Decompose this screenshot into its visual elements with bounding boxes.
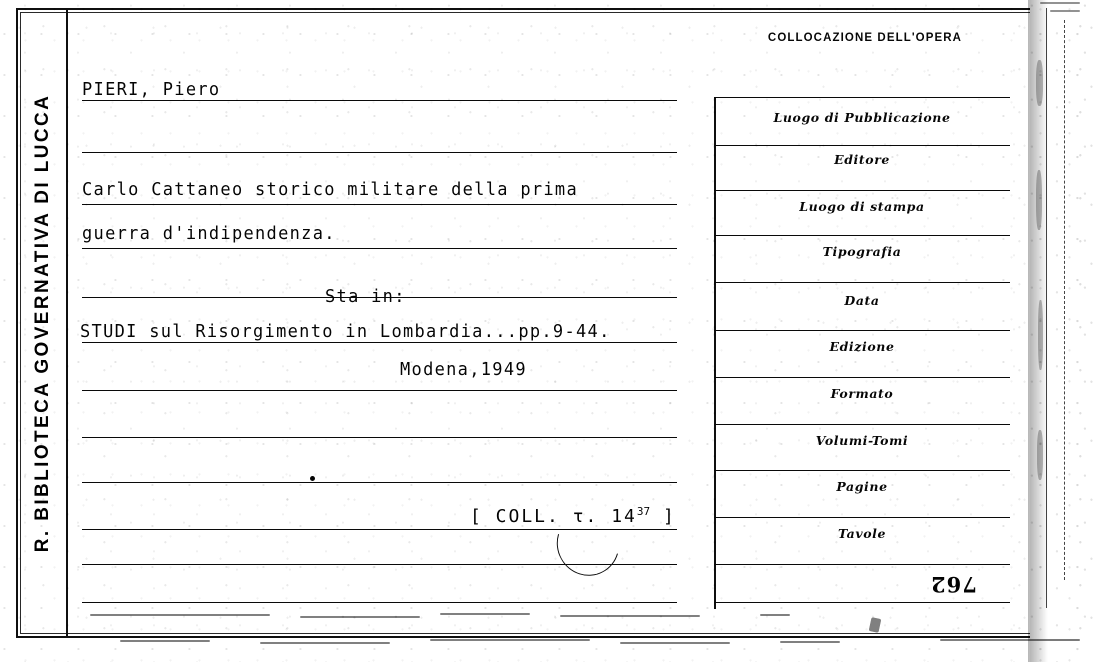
rule-line — [714, 424, 1010, 425]
call-number-prefix: [ COLL. — [470, 506, 560, 527]
entry-imprint: Modena,1949 — [400, 359, 527, 381]
field-label-luogo-stampa: Luogo di stampa — [799, 199, 925, 214]
rule-line — [714, 145, 1010, 146]
field-label-pagine: Pagine — [836, 479, 888, 494]
rule-line — [82, 602, 677, 603]
curl-line — [1064, 20, 1065, 580]
entry-source: STUDI sul Risorgimento in Lombardia...pp.9-44. — [80, 321, 611, 343]
rule-line — [714, 517, 1010, 518]
entry-area — [70, 12, 690, 634]
rule-line — [82, 390, 677, 391]
rule-line — [82, 437, 677, 438]
collocation-heading: COLLOCAZIONE DELL'OPERA — [767, 32, 963, 44]
rule-line — [82, 204, 677, 205]
shelf-mark-stamp: 762 — [930, 572, 977, 597]
rule-line — [714, 330, 1010, 331]
photo-edge-shadow — [1028, 0, 1048, 662]
field-label-luogo-pubblicazione: Luogo di Pubblicazione — [773, 110, 951, 125]
rule-line — [82, 152, 677, 153]
call-number-superscript: 37 — [636, 505, 651, 518]
field-label-data: Data — [844, 293, 880, 308]
call-number-suffix: ] — [662, 506, 676, 527]
library-spine — [18, 10, 68, 636]
entry-in-label: Sta in: — [325, 286, 406, 308]
rule-line — [714, 97, 1010, 98]
field-label-edizione: Edizione — [829, 339, 895, 354]
field-label-editore: Editore — [834, 152, 890, 167]
library-name: R. BIBLIOTECA GOVERNATIVA DI LUCCA — [32, 93, 53, 553]
field-label-tavole: Tavole — [837, 526, 887, 541]
rule-line — [82, 482, 677, 483]
rule-line — [714, 470, 1010, 471]
entry-author: PIERI, Piero — [82, 79, 221, 101]
entry-title-1: Carlo Cattaneo storico militare della prima — [82, 179, 578, 201]
field-label-tipografia: Tipografia — [822, 244, 902, 259]
ink-dot — [310, 476, 315, 481]
call-number-mid: τ. 14 — [572, 506, 637, 527]
rule-line — [82, 248, 677, 249]
rule-line — [714, 564, 1010, 565]
rule-line — [714, 282, 1010, 283]
rule-line — [714, 602, 1010, 603]
field-label-formato: Formato — [830, 386, 894, 401]
rule-line — [714, 235, 1010, 236]
collocation-panel — [700, 12, 1020, 634]
rule-line — [714, 377, 1010, 378]
rule-line — [714, 190, 1010, 191]
entry-title-2: guerra d'indipendenza. — [82, 223, 336, 245]
field-label-volumi-tomi: Volumi-Tomi — [815, 433, 909, 448]
